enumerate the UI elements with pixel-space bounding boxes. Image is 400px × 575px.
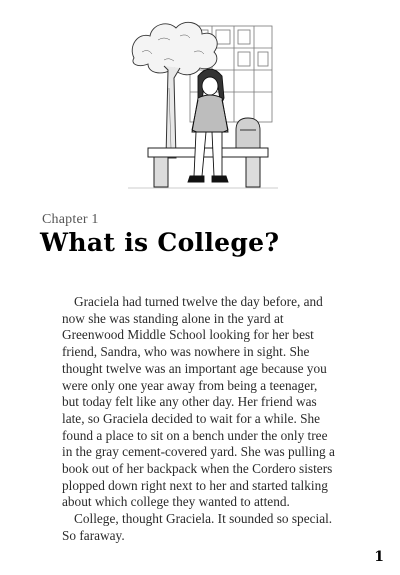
page-number: 1 [374, 549, 384, 565]
text-line: College, thought Graciela. It sounded so special. [74, 511, 333, 527]
text-line: about which college they wanted to attend. [62, 494, 290, 510]
text-line: So faraway. [62, 527, 125, 543]
girl-on-bench-under-tree-illustration [128, 18, 278, 198]
text-line: plopped down right next to her and started talking [62, 477, 328, 493]
text-line: were only one year away from being a teenager, [62, 377, 318, 393]
text-line: thought twelve was an important age because you [62, 360, 327, 376]
chapter-body-text [62, 294, 362, 545]
chapter-title: What is College? [40, 228, 280, 257]
paragraph-2 [62, 511, 362, 544]
text-line: late, so Graciela decided to wait for a while. She [62, 410, 321, 426]
paragraph-1 [62, 294, 362, 511]
text-line: in the gray cement-covered yard. She was pulling a [62, 444, 335, 460]
text-line: friend, Sandra, who was nowhere in sight. She [62, 344, 310, 360]
text-line: now she was standing alone in the yard at [62, 310, 284, 326]
text-line: Greenwood Middle School looking for her best [62, 327, 314, 343]
text-line: Graciela had turned twelve the day before, and [74, 294, 323, 309]
text-line: book out of her backpack when the Cordero sisters [62, 461, 333, 477]
text-line: but today felt like any other day. Her friend was [62, 394, 317, 410]
chapter-label: Chapter 1 [42, 212, 99, 227]
text-line: found a place to sit on a bench under the only tree [62, 427, 328, 443]
